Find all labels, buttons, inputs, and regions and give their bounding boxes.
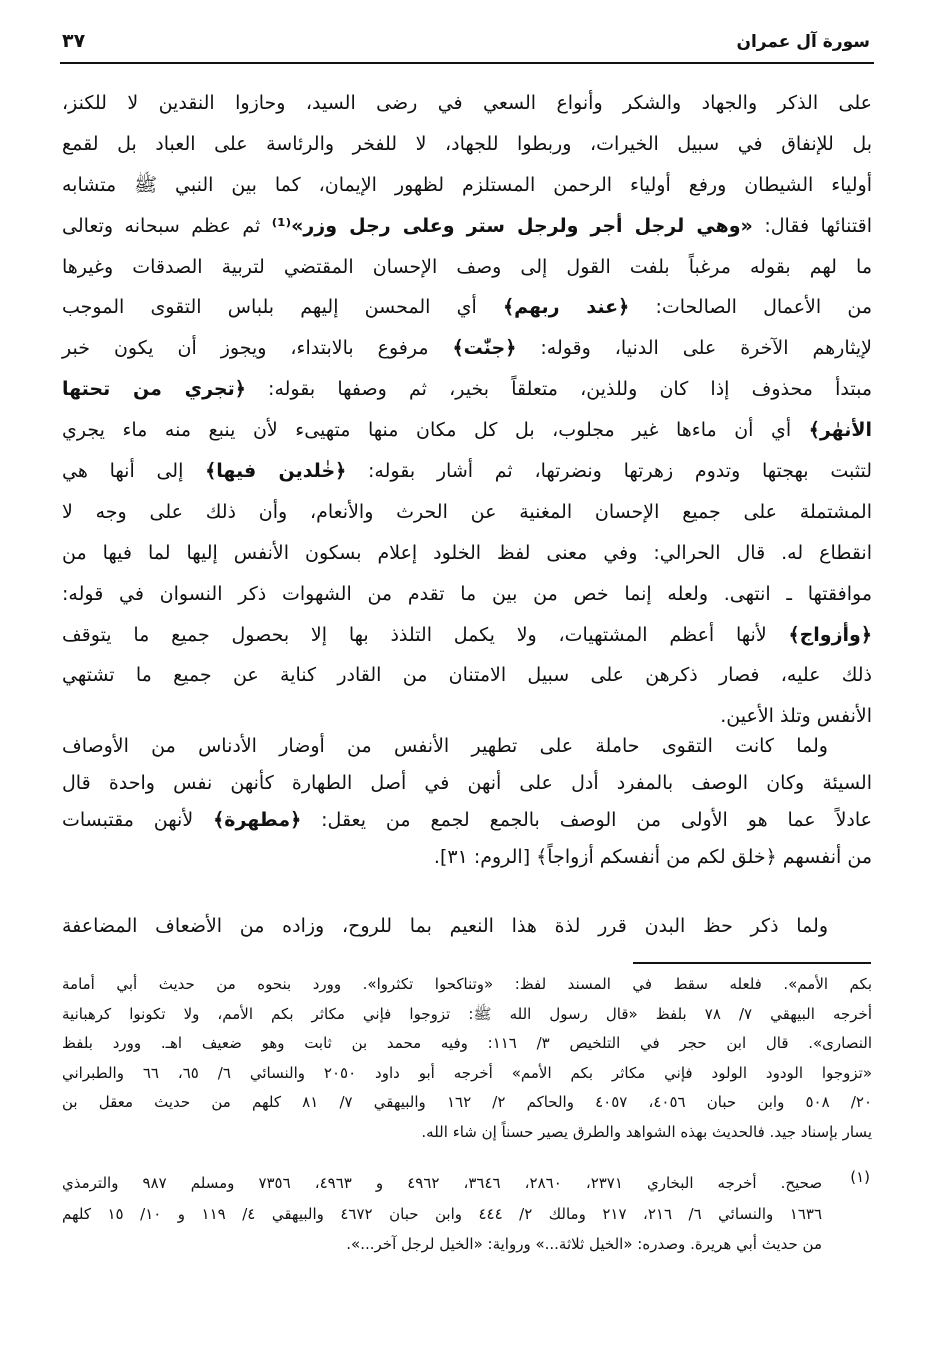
quoted-text: ﴿مطهرة﴾ [213, 809, 302, 831]
text-line [62, 728, 872, 765]
text-line [62, 492, 872, 533]
text-segment: إلى أنها هي [62, 460, 206, 483]
text-line [62, 1168, 822, 1199]
text-segment: أي المحسن إليهم بلباس التقوى الموجب [62, 296, 503, 319]
text-line [62, 206, 872, 247]
running-header-surah-title: سورة آل عمران [736, 32, 870, 52]
text-segment: أخرجه البيهقي ٧/ ٧٨ بلفظ «قال رسول الله ﷺ: تزوجوا فإني مكاثر بكم الأمم، ولا تكونوا كرهبانية [62, 1004, 872, 1023]
quoted-text: ﴿خٰلدين فيها﴾ [205, 460, 347, 483]
text-segment: ١٦٣٦ والنسائي ٦/ ٢١٦، ٢١٧ ومالك ٢/ ٤٤٤ وابن حبان ٤٦٧٢ والبيهقي ٤/ ١١٩ و ١٠/ ١٥ كلهم [62, 1204, 823, 1223]
text-line [62, 1059, 872, 1089]
text-line [62, 165, 872, 206]
text-segment: مبتدأ محذوف إذا كان وللذين، متعلقاً بخير، ثم وصفها بقوله: [245, 378, 873, 401]
text-line [62, 410, 872, 451]
text-segment: ٢٠/ ٥٠٨ وابن حبان ٤٠٥٦، ٤٠٥٧ والحاكم ٢/ ١٦٢ والبيهقي ٧/ ٨١ كلهم من حديث معقل بن [62, 1093, 873, 1112]
text-segment: مرفوع بالابتداء، ويجوز أن يكون خبر [62, 337, 453, 360]
text-line [62, 83, 872, 124]
quoted-text: ﴿وأزواج﴾ [788, 623, 872, 646]
text-segment: أولياء الشيطان ورفع أولياء الرحمن المستلزم لظهور الإيمان، كما بين النبي ﷺ متشابه [62, 173, 872, 196]
paragraph-2 [62, 728, 872, 876]
text-segment: أي أن ماءها غير مجلوب، بل كل مكان منها متهيىء لأن ينبع منه ماء يجري [62, 419, 809, 442]
text-line [62, 655, 872, 696]
text-segment: الأنفس وتلذ الأعين. [720, 705, 872, 728]
paragraph-1 [62, 83, 872, 737]
text-line [62, 802, 872, 839]
text-line [62, 451, 872, 492]
text-line [62, 1199, 822, 1230]
text-line [62, 287, 872, 328]
text-segment: صحيح. أخرجه البخاري ٢٣٧١، ٢٨٦٠، ٣٦٤٦، ٤٩٦٢ و ٤٩٦٣، ٧٣٥٦ ومسلم ٩٨٧ والترمذي [62, 1174, 823, 1192]
text-line [62, 1088, 872, 1118]
text-segment: انقطاع له. قال الحرالي: وفي معنى لفظ الخلود إعلام بسكون الأنفس إليها لما فيها من [62, 541, 872, 564]
text-line [62, 839, 872, 876]
text-segment: المشتملة على جميع الإحسان المغنية عن الحرث والأنعام، وأن ذلك على وجه لا [62, 500, 872, 523]
text-line [62, 1118, 872, 1148]
quoted-text: ﴿جنّٰت﴾ [452, 337, 517, 360]
text-line [62, 765, 872, 802]
page-number: ٣٧ [62, 30, 86, 52]
text-line [62, 615, 872, 656]
text-line [62, 1000, 872, 1030]
text-segment: بل للإنفاق في سبيل الخيرات، وربطوا للجهاد، لا للفخر والرئاسة على العباد بل لقمع [62, 132, 872, 155]
text-segment: من الأعمال الصالحات: [629, 296, 872, 319]
text-segment: ولما كانت التقوى حاملة على تطهير الأنفس من أوضار الأدناس من الأوصاف [62, 735, 828, 757]
text-segment: من حديث أبي هريرة. وصدره: «الخيل ثلاثة...» ورواية: «الخيل لرجل آخر...». [346, 1235, 822, 1253]
text-segment: ولما ذكر حظ البدن قرر لذة هذا النعيم بما للروح، وزاده من الأضعاف المضاعفة [62, 915, 828, 937]
quoted-text: الأنهٰر﴾ [808, 419, 872, 442]
text-segment: ما لهم بقوله مرغباً بلفت القول إلى وصف الإحسان المقتضي لتربية الصدقات وغيرها [62, 255, 872, 278]
text-segment: موافقتها ـ انتهى. ولعله إنما خص من بين ما تقدم من الشهوات ذكر النسوان في قوله: [62, 582, 872, 605]
text-segment: يسار بإسناد جيد. فالحديث بهذه الشواهد والطرق يصير حسناً إن شاء الله. [421, 1122, 872, 1141]
paragraph-3 [62, 908, 872, 945]
text-line [62, 369, 872, 410]
text-segment: ثم عظم سبحانه وتعالى [62, 214, 272, 237]
text-segment: على الذكر والجهاد والشكر وأنواع السعي في رضى السيد، وحازوا النقدين لا للكنز، [62, 92, 872, 114]
text-line [62, 124, 872, 165]
text-segment: لأنهن مقتبسات [62, 809, 214, 831]
quoted-text: «وهي لرجل أجر ولرجل ستر وعلى رجل وزر»⁽¹⁾ [271, 214, 753, 237]
text-segment: لإيثارهم الآخرة على الدنيا، وقوله: [516, 337, 872, 360]
text-segment: «تزوجوا الودود الولود فإني مكاثر بكم الأمم» أخرجه أبو داود ٢٠٥٠ والنسائي ٦/ ٦٥، ٦٦ والطبراني [62, 1063, 872, 1082]
text-segment: لأنها أعظم المشتهيات، ولا يكمل التلذذ بها إلا بحصول جميع ما يتوقف [62, 623, 789, 646]
text-line [62, 1229, 822, 1260]
text-line [62, 328, 872, 369]
text-segment: بكم الأمم». فلعله سقط في المسند لفظ: «وتناكحوا تكثروا». وورد بنحوه من حديث أبي أمامة [62, 975, 872, 993]
header-rule [60, 62, 874, 64]
text-line [62, 908, 872, 945]
text-segment: اقتنائها فقال: [752, 214, 872, 237]
footnote-rule [633, 962, 871, 964]
text-line [62, 970, 872, 1000]
quoted-text: ﴿عند ربهم﴾ [502, 296, 630, 319]
quoted-text: ﴿تجري من تحتها [62, 378, 246, 401]
text-line [62, 1029, 872, 1059]
footnote-1 [62, 1168, 822, 1260]
footnote-1-marker: (١) [850, 1168, 870, 1186]
footnote-continued [62, 970, 872, 1148]
text-segment: لتثبت بهجتها وتدوم زهرتها ونضرتها، ثم أشار بقوله: [346, 460, 872, 483]
text-segment: السيئة وكان الوصف بالمفرد أدل على أنهن في أصل الطهارة كأنهن نفس واحدة قال [62, 772, 872, 794]
text-line [62, 247, 872, 288]
text-segment: من أنفسهم ﴿خلق لكم من أنفسكم أزواجاً﴾ [الروم: ٣١]. [433, 846, 872, 868]
text-line [62, 574, 872, 615]
text-segment: النصارى». قال ابن حجر في التلخيص ٣/ ١١٦: وفيه محمد بن ثابت وهو ضعيف اهـ. وورد بلفظ [62, 1034, 873, 1053]
text-segment: عادلاً عما هو الأولى من الوصف بالجمع لجمع من يعقل: [301, 809, 872, 831]
text-segment: ذلك عليه، فصار ذكرهن على سبيل الامتنان من القادر كناية عن جميع ما تشتهي [62, 664, 872, 687]
text-line [62, 533, 872, 574]
